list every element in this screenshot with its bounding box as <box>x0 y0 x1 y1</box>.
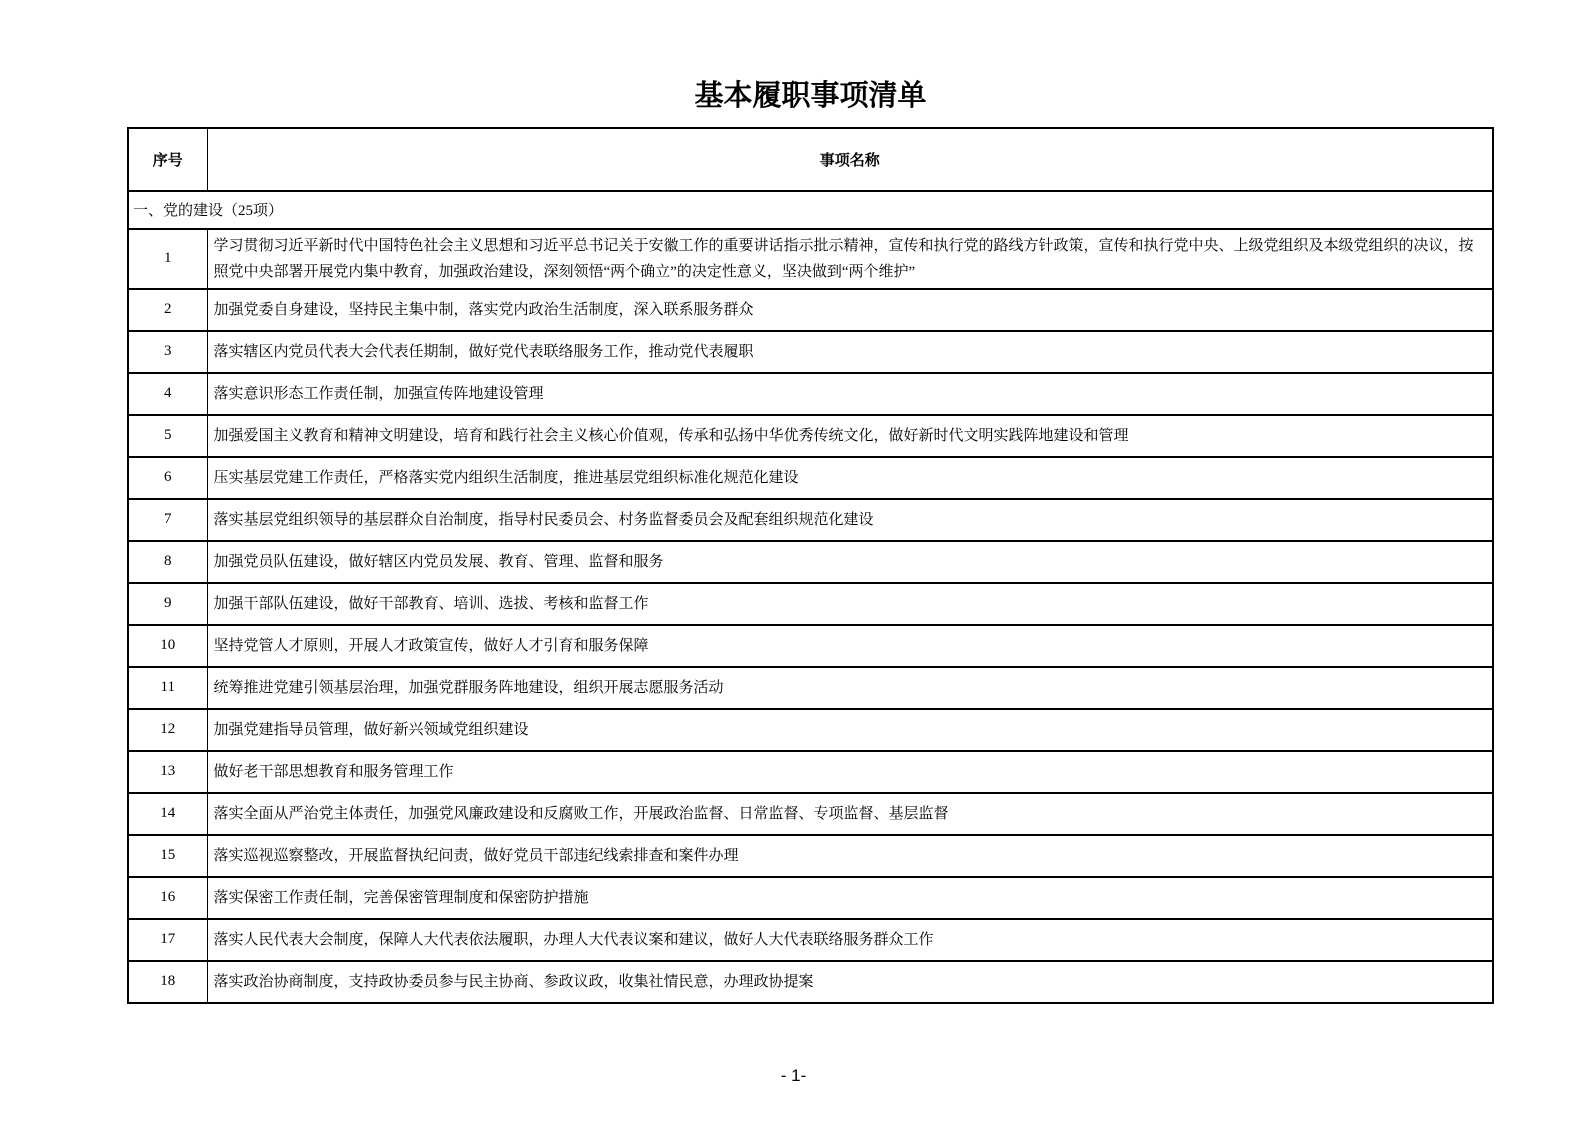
row-serial-number: 5 <box>128 415 207 457</box>
row-item-text: 落实人民代表大会制度，保障人大代表依法履职，办理人大代表议案和建议，做好人大代表联络服务群众工作 <box>207 919 1493 961</box>
row-serial-number: 7 <box>128 499 207 541</box>
section-label: 一、党的建设（25项） <box>128 191 1493 229</box>
page-footer <box>0 1066 1587 1086</box>
row-item-text: 做好老干部思想教育和服务管理工作 <box>207 751 1493 793</box>
row-serial-number: 16 <box>128 877 207 919</box>
row-item-text: 落实意识形态工作责任制，加强宣传阵地建设管理 <box>207 373 1493 415</box>
table-row <box>128 919 1493 961</box>
row-serial-number: 17 <box>128 919 207 961</box>
table-row <box>128 961 1493 1003</box>
row-item-text: 落实巡视巡察整改，开展监督执纪问责，做好党员干部违纪线索排查和案件办理 <box>207 835 1493 877</box>
row-item-text: 加强爱国主义教育和精神文明建设，培育和践行社会主义核心价值观，传承和弘扬中华优秀传统文化，做好新时代文明实践阵地建设和管理 <box>207 415 1493 457</box>
row-serial-number: 15 <box>128 835 207 877</box>
table-row <box>128 877 1493 919</box>
row-serial-number: 18 <box>128 961 207 1003</box>
row-item-text: 落实全面从严治党主体责任，加强党风廉政建设和反腐败工作，开展政治监督、日常监督、专项监督、基层监督 <box>207 793 1493 835</box>
table-row <box>128 457 1493 499</box>
table-row <box>128 793 1493 835</box>
row-serial-number: 12 <box>128 709 207 751</box>
row-item-text: 坚持党管人才原则，开展人才政策宣传，做好人才引育和服务保障 <box>207 625 1493 667</box>
column-header-item-name: 事项名称 <box>207 128 1493 191</box>
row-serial-number: 6 <box>128 457 207 499</box>
row-item-text: 加强党员队伍建设，做好辖区内党员发展、教育、管理、监督和服务 <box>207 541 1493 583</box>
row-item-text: 落实保密工作责任制，完善保密管理制度和保密防护措施 <box>207 877 1493 919</box>
row-serial-number: 3 <box>128 331 207 373</box>
page-number: - 1- <box>780 1066 807 1085</box>
page-title: 基本履职事项清单 <box>694 80 927 112</box>
row-serial-number: 14 <box>128 793 207 835</box>
row-item-text: 加强干部队伍建设，做好干部教育、培训、选拔、考核和监督工作 <box>207 583 1493 625</box>
row-serial-number: 13 <box>128 751 207 793</box>
table-row <box>128 373 1493 415</box>
section-row <box>128 191 1493 229</box>
duty-items-table <box>127 127 1494 1004</box>
table-row <box>128 541 1493 583</box>
table-row <box>128 499 1493 541</box>
row-serial-number: 2 <box>128 289 207 331</box>
row-item-text: 加强党建指导员管理，做好新兴领域党组织建设 <box>207 709 1493 751</box>
table-row <box>128 331 1493 373</box>
row-item-text: 压实基层党建工作责任，严格落实党内组织生活制度，推进基层党组织标准化规范化建设 <box>207 457 1493 499</box>
row-item-text: 落实基层党组织领导的基层群众自治制度，指导村民委员会、村务监督委员会及配套组织规范化建设 <box>207 499 1493 541</box>
table-body <box>128 191 1493 1003</box>
table-row <box>128 415 1493 457</box>
document-page <box>127 0 1494 1004</box>
table-row <box>128 835 1493 877</box>
row-serial-number: 9 <box>128 583 207 625</box>
row-item-text: 统筹推进党建引领基层治理，加强党群服务阵地建设，组织开展志愿服务活动 <box>207 667 1493 709</box>
table-row <box>128 667 1493 709</box>
row-item-text: 落实政治协商制度，支持政协委员参与民主协商、参政议政，收集社情民意，办理政协提案 <box>207 961 1493 1003</box>
row-serial-number: 11 <box>128 667 207 709</box>
table-row <box>128 289 1493 331</box>
row-serial-number: 1 <box>128 229 207 289</box>
row-item-text: 落实辖区内党员代表大会代表任期制，做好党代表联络服务工作，推动党代表履职 <box>207 331 1493 373</box>
row-serial-number: 8 <box>128 541 207 583</box>
table-row <box>128 583 1493 625</box>
row-item-text: 学习贯彻习近平新时代中国特色社会主义思想和习近平总书记关于安徽工作的重要讲话指示批示精神，宣传和执行党的路线方针政策，宣传和执行党中央、上级党组织及本级党组织的决议，按照党中央部署开展党内集中教育，加强政治建设，深刻领悟“两个确立”的决定性意义，坚决做到“两个维护” <box>207 229 1493 289</box>
table-row <box>128 751 1493 793</box>
table-row <box>128 625 1493 667</box>
row-serial-number: 10 <box>128 625 207 667</box>
table-header-row <box>128 128 1493 191</box>
table-row <box>128 709 1493 751</box>
row-serial-number: 4 <box>128 373 207 415</box>
table-row <box>128 229 1493 289</box>
column-header-serial: 序号 <box>128 128 207 191</box>
row-item-text: 加强党委自身建设，坚持民主集中制，落实党内政治生活制度，深入联系服务群众 <box>207 289 1493 331</box>
